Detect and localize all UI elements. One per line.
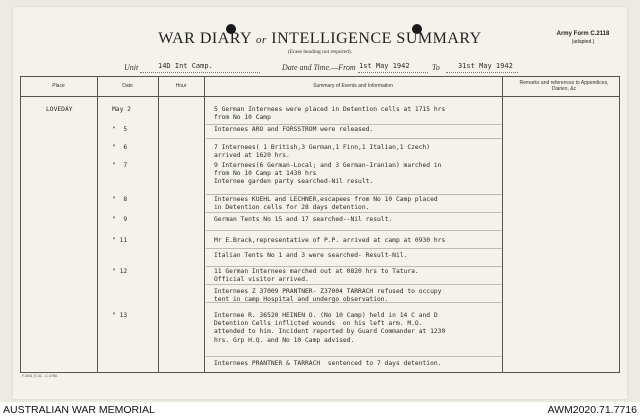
entry-text: Internees ARO and FORSSTROM were released. [214, 126, 374, 133]
entry-date: " 8 [112, 196, 128, 203]
entry-date: " 11 [112, 237, 128, 244]
entry-text: 11 German Internees marched out at 0820 hrs to Tatura. Official visitor arrived. [214, 268, 419, 284]
to-date: 31st May 1942 [458, 62, 513, 70]
column-header-place: Place [52, 83, 65, 89]
from-date: 1st May 1942 [359, 62, 410, 70]
from-underline [358, 72, 428, 73]
form-number-block [548, 30, 618, 46]
entry-rule [206, 124, 502, 125]
entry-date: " 5 [112, 126, 128, 133]
archive-footer [0, 402, 640, 417]
entry-date: " 6 [112, 144, 128, 151]
entry-text: Internees Z 37009 PRANTNER- Z37004 TARRACH refused to occupy tent in camp Hospital and undergo observation. [214, 288, 442, 304]
column-divider [158, 76, 159, 373]
entry-text: Mr E.Brack,representative of P.P. arrived at camp at 0930 hrs [214, 237, 446, 244]
to-underline [446, 72, 518, 73]
entry-text: 7 Internees( 1 British,3 German,1 Finn,1 Italian,1 Czech) arrived at 1620 hrs. [214, 144, 431, 160]
column-header-hour: Hour [175, 83, 187, 89]
entry-text: Internees PRANTNER & TARRACH sentenced to 7 days detention. [214, 360, 442, 367]
unit-label: Unit [124, 63, 139, 72]
entry-rule [206, 356, 502, 357]
footer-institution: AUSTRALIAN WAR MEMORIAL [3, 404, 155, 416]
entry-date: " 7 [112, 162, 128, 169]
column-header-date: Date [122, 83, 133, 89]
form-adapted: (adapted.) [571, 39, 595, 45]
place-loveday: LOVEDAY [46, 106, 73, 113]
column-divider [502, 76, 503, 373]
form-number: Army Form C.2118 [556, 31, 610, 37]
column-header-remarks: Remarks and references to Appendices, Diaries, &c [519, 80, 609, 92]
column-header-summary: Summary of Events and Information [313, 83, 393, 89]
title-or: or [256, 34, 267, 46]
entry-text: Italian Tents No 1 and 3 were searched- Result-Nil. [214, 252, 408, 259]
form-title [0, 30, 640, 48]
entry-date: May 2 [112, 106, 131, 113]
entry-text: 9 Internees(6 German-Local; and 3 German-Iranian) marched in from No 10 Camp at 1430 hrs Internee garden party searched-Nil result. [214, 162, 442, 186]
entry-rule [206, 266, 502, 267]
title-intelligence-summary: INTELLIGENCE SUMMARY [271, 30, 482, 47]
entry-date: " 9 [112, 216, 128, 223]
date-time-label: Date and Time.—From [282, 63, 356, 72]
entry-text: Internees KUEHL and LECHNER,escapees from No 10 Camp placed in Detention cells for 28 days detention. [214, 196, 438, 212]
header-divider [20, 96, 620, 97]
to-label: To [432, 63, 440, 72]
entry-text: Internee R. 36520 HEINEN O. (No 10 Camp) held in 14 C and D Detention Cells inflicted wounds on his left arm. M.O. attended to him. Incident reported by Guard Commander at 1230 hrs. Grp H.Q. and No 10 Camp advised. [214, 312, 446, 344]
entry-rule [206, 230, 502, 231]
entry-date: " 13 [112, 312, 128, 319]
entry-date: " 12 [112, 268, 128, 275]
unit-value: 14D Int Camp. [158, 62, 213, 70]
entry-rule [206, 248, 502, 249]
entry-rule [206, 194, 502, 195]
entry-text: 5 German Internees were placed in Detention cells at 1715 hrs from No 10 Camp [214, 106, 446, 122]
column-divider [97, 76, 98, 373]
unit-underline [140, 72, 260, 73]
footer-accession-number: AWM2020.71.7716 [547, 404, 637, 416]
print-code: F.3451 (T.16. --C.4788. [22, 374, 58, 378]
entry-text: German Tents No 15 and 17 searched--Nil result. [214, 216, 393, 223]
title-war-diary: WAR DIARY [158, 30, 252, 47]
column-divider [204, 76, 205, 373]
entry-rule [206, 138, 502, 139]
form-subtitle: (Erase heading not required). [287, 49, 353, 55]
